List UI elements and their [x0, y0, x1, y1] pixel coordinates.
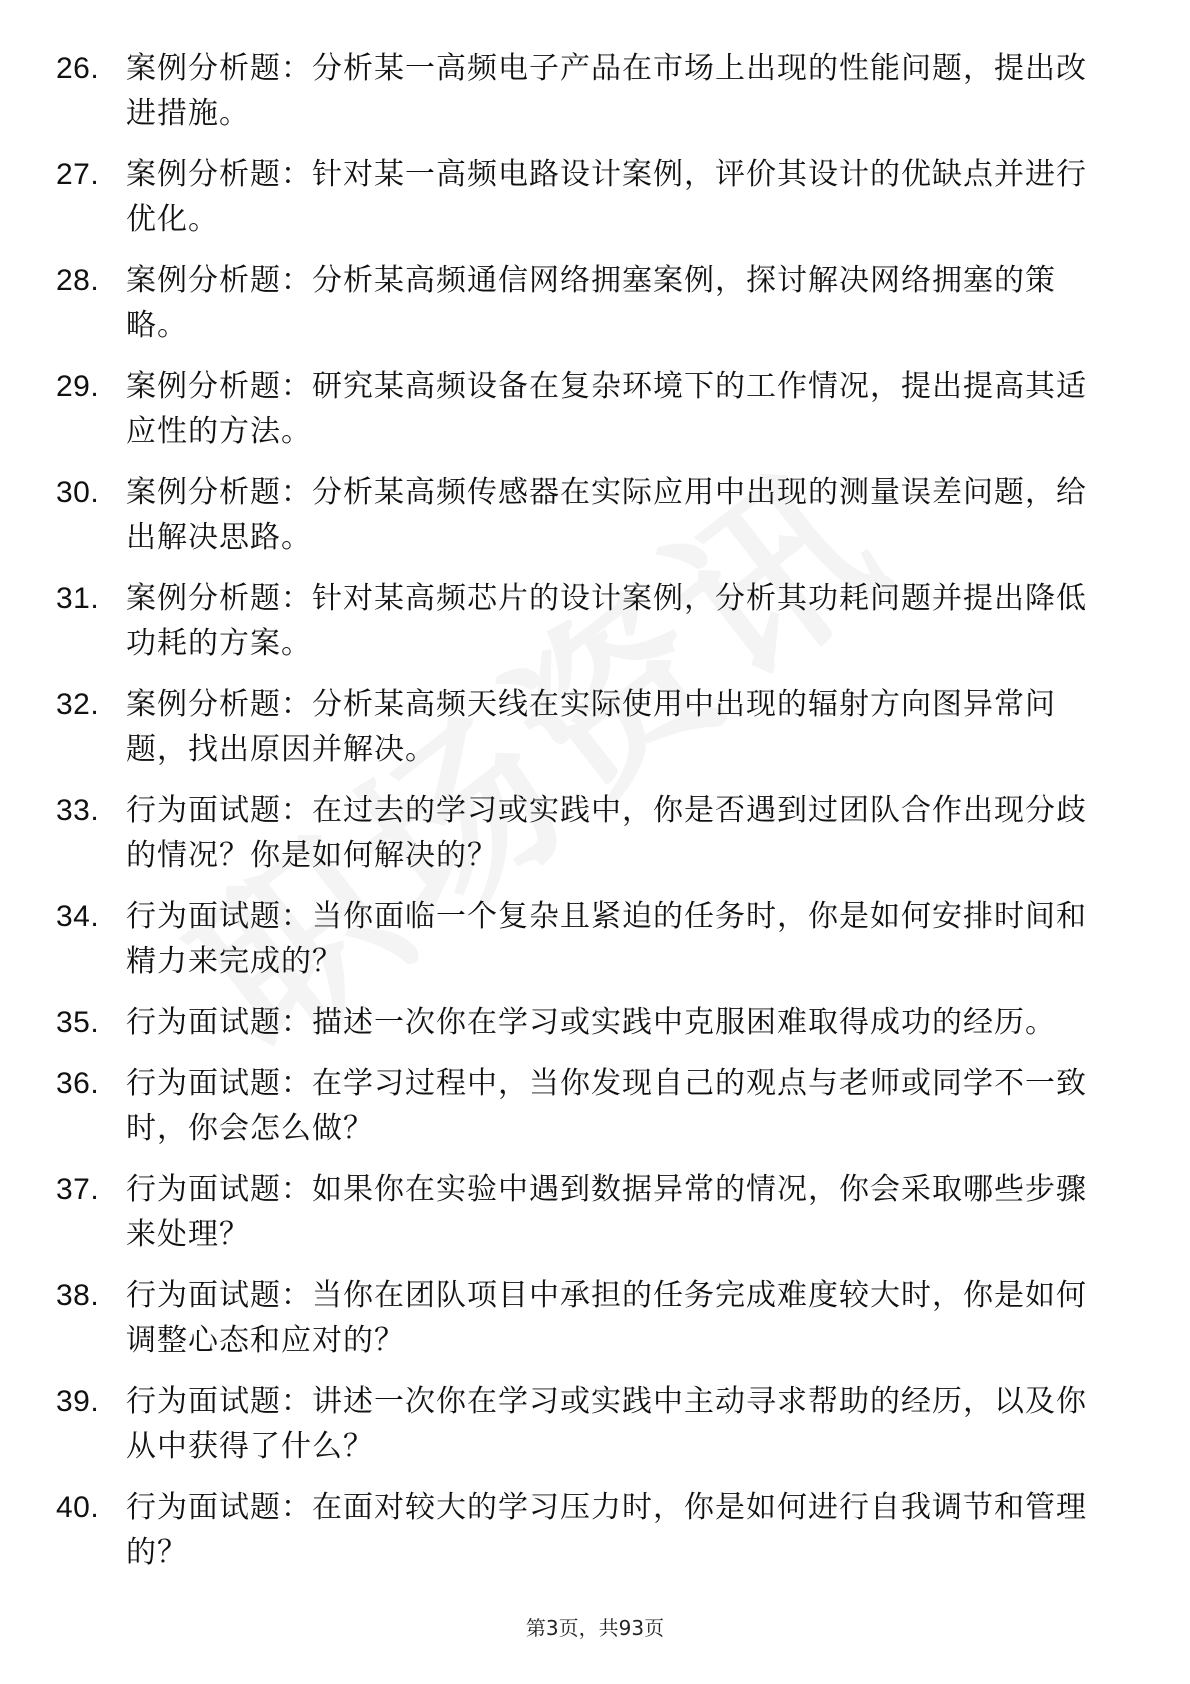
- item-text: 行为面试题：当你在团队项目中承担的任务完成难度较大时，你是如何调整心态和应对的？: [126, 1278, 1087, 1358]
- item-text: 案例分析题：针对某高频芯片的设计案例，分析其功耗问题并提出降低功耗的方案。: [126, 581, 1087, 661]
- item-number: 26.: [56, 52, 100, 85]
- item-text: 行为面试题：当你面临一个复杂且紧迫的任务时，你是如何安排时间和精力来完成的？: [126, 899, 1087, 979]
- item-text: 案例分析题：针对某一高频电路设计案例，评价其设计的优缺点并进行优化。: [126, 157, 1087, 237]
- item-number: 27.: [56, 158, 100, 191]
- item-number: 36.: [56, 1067, 100, 1100]
- list-item: [56, 258, 1116, 348]
- item-text: 行为面试题：在学习过程中，当你发现自己的观点与老师或同学不一致时，你会怎么做？: [126, 1066, 1087, 1146]
- item-number: 35.: [56, 1006, 100, 1039]
- item-text: 行为面试题：在过去的学习或实践中，你是否遇到过团队合作出现分歧的情况？你是如何解决的？: [126, 793, 1087, 873]
- item-number: 37.: [56, 1173, 100, 1206]
- list-item: [56, 682, 1116, 772]
- item-text: 行为面试题：在面对较大的学习压力时，你是如何进行自我调节和管理的？: [126, 1490, 1087, 1570]
- list-item: [56, 46, 1116, 136]
- list-item: [56, 1379, 1116, 1469]
- list-item: [56, 470, 1116, 560]
- list-item: [56, 1167, 1116, 1257]
- item-number: 39.: [56, 1385, 100, 1418]
- item-text: 案例分析题：分析某高频传感器在实际应用中出现的测量误差问题，给出解决思路。: [126, 475, 1087, 555]
- item-text: 行为面试题：讲述一次你在学习或实践中主动寻求帮助的经历，以及你从中获得了什么？: [126, 1384, 1087, 1464]
- list-item: [56, 894, 1116, 984]
- list-item: [56, 576, 1116, 666]
- item-text: 案例分析题：分析某高频通信网络拥塞案例，探讨解决网络拥塞的策略。: [126, 263, 1056, 343]
- item-number: 29.: [56, 370, 100, 403]
- item-number: 38.: [56, 1279, 100, 1312]
- page-footer: 第3页，共93页: [525, 1616, 665, 1640]
- item-text: 行为面试题：如果你在实验中遇到数据异常的情况，你会采取哪些步骤来处理？: [126, 1172, 1087, 1252]
- list-item: [56, 1061, 1116, 1151]
- list-item: [56, 1485, 1116, 1575]
- item-number: 30.: [56, 476, 100, 509]
- list-item: [56, 788, 1116, 878]
- item-number: 28.: [56, 264, 100, 297]
- list-item: [56, 152, 1116, 242]
- list-item: [56, 1273, 1116, 1363]
- item-number: 31.: [56, 582, 100, 615]
- item-text: 案例分析题：分析某一高频电子产品在市场上出现的性能问题，提出改进措施。: [126, 51, 1087, 131]
- item-number: 33.: [56, 794, 100, 827]
- question-list: [56, 46, 1116, 1591]
- item-text: 案例分析题：分析某高频天线在实际使用中出现的辐射方向图异常问题，找出原因并解决。: [126, 687, 1056, 767]
- list-item: [56, 364, 1116, 454]
- item-text: 行为面试题：描述一次你在学习或实践中克服困难取得成功的经历。: [126, 1005, 1056, 1040]
- list-item: [56, 1000, 1116, 1045]
- item-number: 40.: [56, 1491, 100, 1524]
- item-number: 34.: [56, 900, 100, 933]
- item-number: 32.: [56, 688, 100, 721]
- item-text: 案例分析题：研究某高频设备在复杂环境下的工作情况，提出提高其适应性的方法。: [126, 369, 1087, 449]
